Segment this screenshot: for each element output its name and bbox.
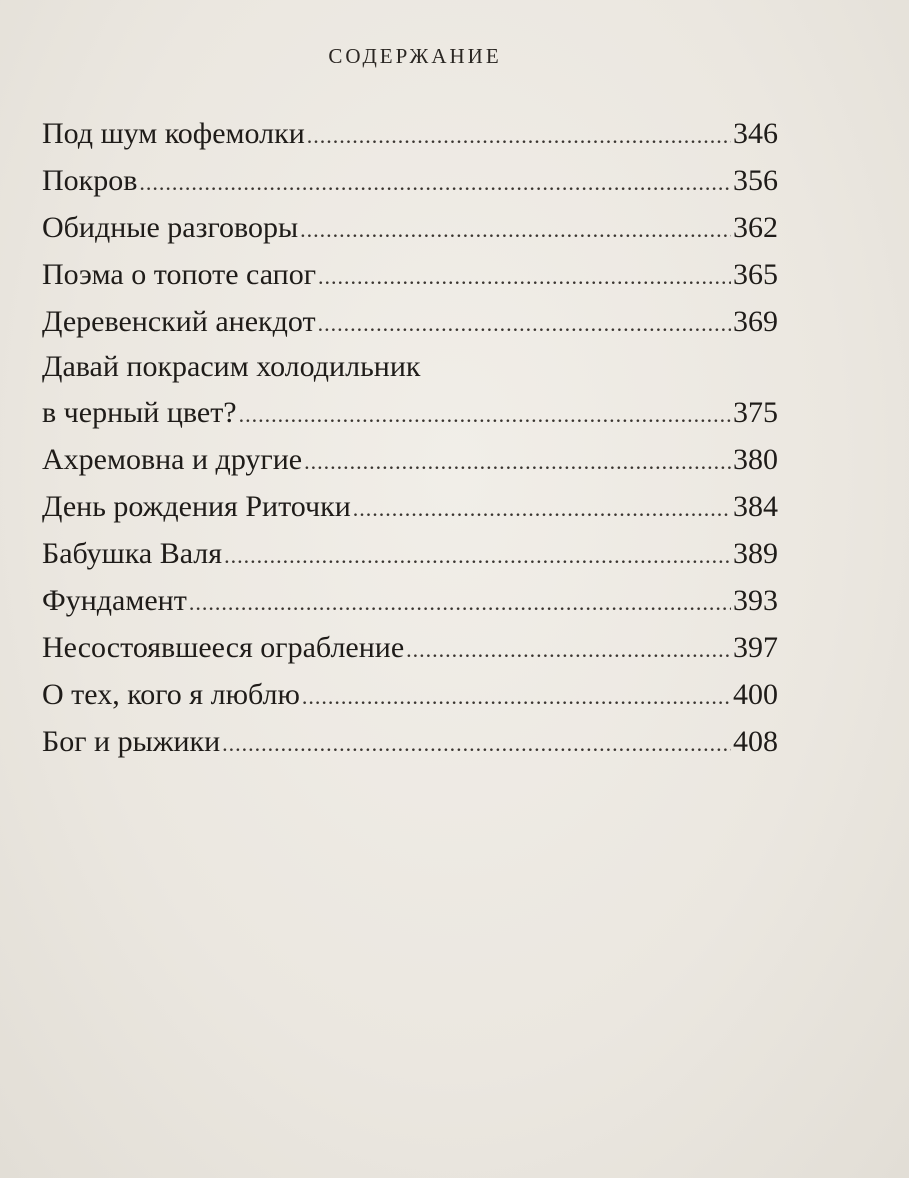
toc-entry [42, 624, 778, 671]
toc-entry-page: 400 [733, 678, 778, 711]
toc-leader-dots [304, 438, 731, 485]
toc-leader-dots [302, 673, 731, 720]
toc-entry-page: 389 [733, 537, 778, 570]
toc-entry-page: 369 [733, 305, 778, 338]
toc-entry-title: Под шум кофемолки [42, 117, 305, 150]
toc-leader-dots [224, 532, 731, 579]
toc-entry-page: 356 [733, 164, 778, 197]
toc-entry-page: 365 [733, 258, 778, 291]
toc-leader-dots [189, 579, 731, 626]
toc-leader-dots [139, 159, 731, 206]
toc-entry [42, 110, 778, 157]
toc-leader-dots [239, 391, 731, 438]
toc-leader-dots [222, 720, 731, 767]
toc-entry-page: 380 [733, 443, 778, 476]
toc-leader-dots [353, 485, 731, 532]
toc-entry-page: 393 [733, 584, 778, 617]
toc-entry-title: Деревенский анекдот [42, 305, 316, 338]
toc-entry-page: 408 [733, 725, 778, 758]
toc-entry [42, 671, 778, 718]
toc-entry [42, 718, 778, 765]
toc-entry-page: 346 [733, 117, 778, 150]
toc-entry-title: Бабушка Валя [42, 537, 223, 570]
toc-entry-title: Несостоявшееся ограбление [42, 631, 405, 664]
toc-entry [42, 204, 778, 251]
toc-entry-title: Бог и рыжики [42, 725, 221, 758]
toc-entry [42, 298, 778, 345]
toc-entry [42, 157, 778, 204]
toc-leader-dots [318, 300, 731, 347]
toc-entry-page: 362 [733, 211, 778, 244]
toc-leader-dots [406, 626, 731, 673]
toc-entry-title: Ахремовна и другие [42, 443, 303, 476]
contents-heading: СОДЕРЖАНИЕ [328, 44, 502, 68]
toc-entry [42, 251, 778, 298]
toc-entry [42, 483, 778, 530]
toc-entry [42, 577, 778, 624]
toc-leader-dots [318, 253, 731, 300]
toc-entry-page: 397 [733, 631, 778, 664]
toc-entry [42, 436, 778, 483]
toc-entry-title: Обидные разговоры [42, 211, 299, 244]
toc-entry-title: О тех, кого я люблю [42, 678, 300, 711]
toc-entry-page: 384 [733, 490, 778, 523]
toc-leader-dots [307, 112, 731, 159]
toc-entry-title: Фундамент [42, 584, 187, 617]
toc-entry-title-line2: в черный цвет? [42, 396, 237, 429]
toc-entry-title: Покров [42, 164, 138, 197]
toc-entry [42, 345, 778, 436]
toc-entry [42, 530, 778, 577]
toc-entry-page: 375 [733, 396, 778, 429]
toc-entry-title: День рождения Риточки [42, 490, 351, 523]
toc-entry-title: Поэма о топоте сапог [42, 258, 316, 291]
toc-entry-line2 [42, 389, 778, 436]
table-of-contents [42, 110, 778, 765]
toc-leader-dots [300, 206, 731, 253]
toc-entry-title-line1: Давай покрасим холодильник [42, 350, 421, 383]
